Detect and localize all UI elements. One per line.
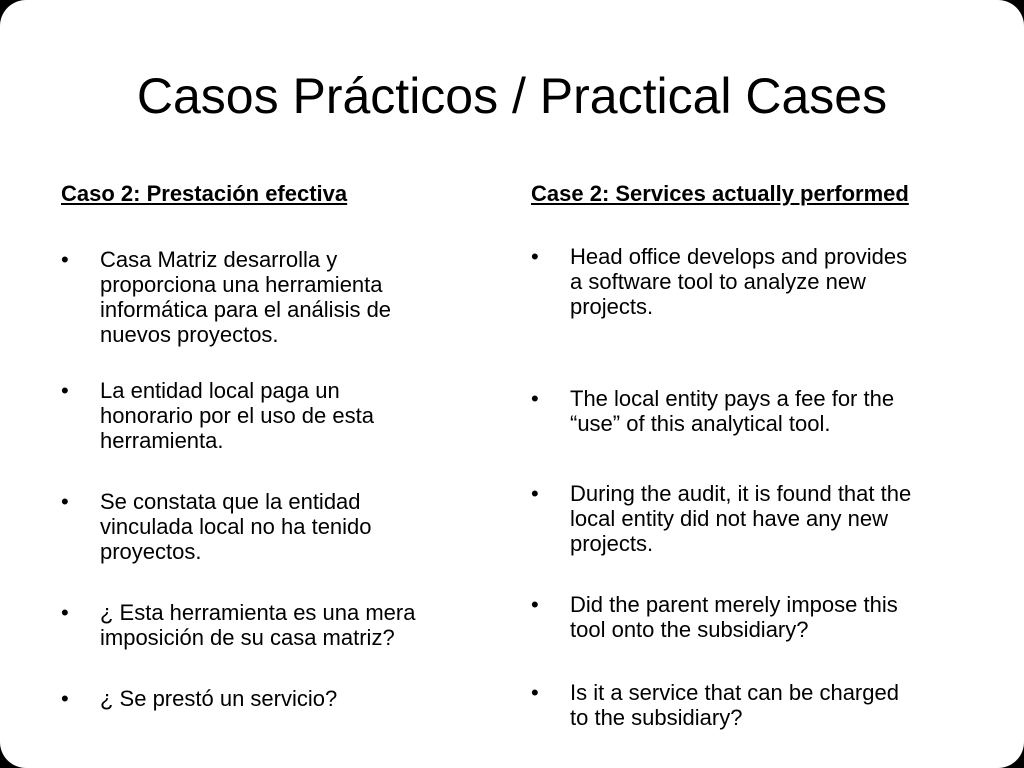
bullet-dot-icon: • — [531, 680, 539, 705]
bullet-dot-icon: • — [61, 686, 69, 711]
bullet-text: Casa Matriz desarrolla y proporciona una herramienta informática para el análisis de nuevos proyectos. — [100, 247, 392, 347]
bullet-text: Se constata que la entidad vinculada local no ha tenido proyectos. — [100, 489, 372, 564]
bullet-text: ¿ Se prestó un servicio? — [100, 686, 338, 711]
bullet-text: Did the parent merely impose this tool onto the subsidiary? — [570, 592, 898, 642]
bullet-dot-icon: • — [61, 600, 69, 625]
bullet-dot-icon: • — [531, 386, 539, 411]
bullet-dot-icon: • — [531, 592, 539, 617]
bullet-dot-icon: • — [531, 481, 539, 506]
bullet-text: Is it a service that can be charged to the subsidiary? — [570, 680, 899, 730]
bullet-dot-icon: • — [61, 378, 69, 403]
bullet-text: The local entity pays a fee for the “use” of this analytical tool. — [570, 386, 895, 436]
slide-title: Casos Prácticos / Practical Cases — [136, 68, 888, 124]
english-case-heading: Case 2: Services actually performed — [531, 181, 909, 206]
bullet-dot-icon: • — [531, 244, 539, 269]
bullet-text: During the audit, it is found that the local entity did not have any new projects. — [570, 481, 912, 556]
spanish-case-heading: Caso 2: Prestación efectiva — [61, 181, 348, 206]
bullet-text: ¿ Esta herramienta es una mera imposición de su casa matriz? — [100, 600, 416, 650]
bullet-dot-icon: • — [61, 489, 69, 514]
bullet-text: La entidad local paga un honorario por el uso de esta herramienta. — [100, 378, 374, 453]
bullet-dot-icon: • — [61, 247, 69, 272]
bullet-text: Head office develops and provides a software tool to analyze new projects. — [570, 244, 908, 319]
